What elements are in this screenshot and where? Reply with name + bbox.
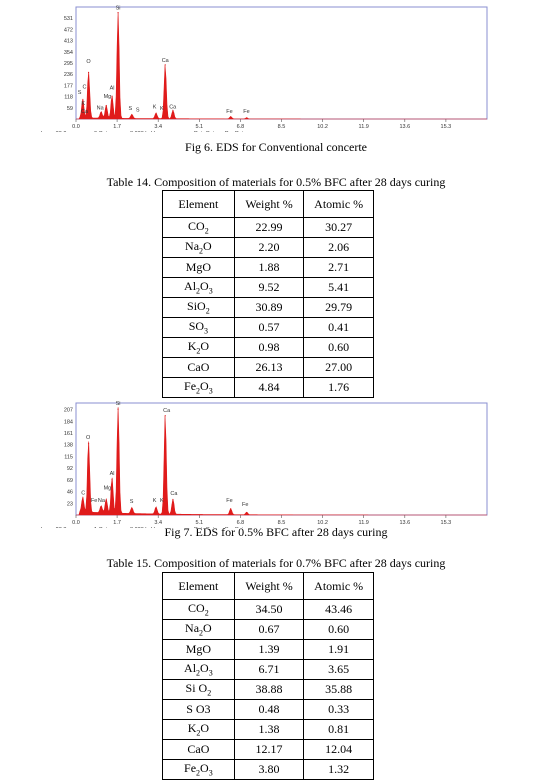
atomic-percent-cell: 0.60 (304, 620, 374, 640)
spectrum-footer-text (41, 131, 66, 132)
element-formula-cell: $Al_2O_3$ (163, 660, 235, 680)
x-tick-label: 0.0 (72, 124, 80, 130)
y-tick-label: 177 (63, 83, 73, 90)
x-tick-label: 13.6 (399, 520, 411, 526)
weight-percent-cell: 0.98 (234, 338, 304, 358)
table-header-row (163, 191, 374, 218)
table-row (163, 258, 374, 278)
x-tick-label: 5.1 (195, 124, 204, 130)
element-label: Ca (169, 104, 177, 111)
atomic-percent-cell: 30.27 (304, 218, 374, 238)
peak-point (101, 112, 102, 113)
table-row (163, 640, 374, 660)
weight-percent-cell: 6.71 (234, 660, 304, 680)
peak-point (165, 64, 166, 65)
peak-point (155, 113, 156, 114)
weight-percent-cell: 30.89 (234, 298, 304, 318)
table-row (163, 338, 374, 358)
element-label: K (152, 497, 157, 504)
atomic-percent-cell: 12.04 (304, 740, 374, 760)
weight-percent-cell: 38.88 (234, 680, 304, 700)
element-formula-cell: $CO_2$ (163, 218, 235, 238)
element-label: Si (115, 401, 121, 408)
x-tick-label: 8.5 (277, 520, 286, 526)
atomic-percent-cell: 0.81 (304, 720, 374, 740)
table-row (163, 680, 374, 700)
y-tick-label: 184 (63, 419, 73, 426)
element-label: Fe (90, 497, 98, 504)
x-tick-label: 8.5 (277, 124, 286, 130)
element-formula-cell: S O3 (163, 700, 235, 720)
atomic-percent-cell: 43.46 (304, 600, 374, 620)
peak-point (117, 12, 118, 13)
weight-percent-cell: 0.57 (234, 318, 304, 338)
element-formula-cell: $Na_2O$ (163, 238, 235, 258)
element-label: O (86, 58, 91, 65)
weight-percent-cell: 3.80 (234, 760, 304, 780)
element-formula-cell: CaO (163, 740, 235, 760)
weight-percent-cell: 1.88 (234, 258, 304, 278)
atomic-percent-cell: 27.00 (304, 358, 374, 378)
element-formula-cell: MgO (163, 640, 235, 660)
element-formula-cell: $Fe_2O_3$ (163, 760, 235, 780)
x-tick-label: 11.9 (358, 124, 369, 130)
spectrum-series (76, 407, 487, 515)
x-tick-label: 15.3 (440, 520, 452, 526)
x-tick-label: 3.4 (154, 520, 163, 526)
weight-percent-cell: 12.17 (234, 740, 304, 760)
element-label: Na (97, 497, 105, 504)
y-tick-label: 207 (63, 407, 73, 414)
element-label: Mg (103, 485, 112, 492)
weight-percent-cell: 0.48 (234, 700, 304, 720)
table-row (163, 318, 374, 338)
column-header: Atomic % (304, 191, 374, 218)
y-tick-label: 46 (66, 489, 73, 496)
peak-point (165, 415, 166, 416)
x-tick-label: 11.9 (358, 520, 369, 526)
peak-point (111, 479, 112, 480)
spectrum-footer-text (194, 131, 244, 132)
element-formula-cell: CaO (163, 358, 235, 378)
table-row (163, 660, 374, 680)
element-label: S (129, 498, 134, 505)
peak-point (117, 409, 118, 410)
element-label: Mg (103, 94, 112, 101)
element-label: Ca (163, 408, 171, 415)
figure-caption: Fig 7. EDS for 0.5% BFC after 28 days curing (164, 525, 388, 539)
weight-percent-cell: 0.67 (234, 620, 304, 640)
x-tick-label: 13.6 (399, 124, 411, 130)
peak-point (155, 507, 156, 508)
figure-caption: Fig 6. EDS for Conventional concerte (185, 140, 367, 154)
element-formula-cell: $SO_3$ (163, 318, 235, 338)
element-label: Ca (161, 57, 169, 64)
atomic-percent-cell: 35.88 (304, 680, 374, 700)
y-tick-label: 472 (63, 27, 73, 34)
atomic-percent-cell: 5.41 (304, 278, 374, 298)
weight-percent-cell: 1.39 (234, 640, 304, 660)
x-tick-label: 15.3 (440, 124, 452, 130)
y-tick-label: 23 (66, 501, 73, 508)
column-header: Atomic % (304, 573, 374, 600)
y-tick-label: 354 (63, 49, 73, 56)
table-row (163, 378, 374, 398)
element-label: Ca (80, 109, 88, 116)
weight-percent-cell: 9.52 (234, 278, 304, 298)
element-label: K (152, 104, 157, 111)
spectrum-footer-text (130, 131, 155, 132)
element-label: S (128, 105, 133, 112)
column-header: Weight % (234, 191, 304, 218)
x-tick-label: 6.8 (236, 124, 245, 130)
weight-percent-cell: 2.20 (234, 238, 304, 258)
table-row (163, 358, 374, 378)
y-tick-label: 531 (63, 16, 73, 23)
peak-point (106, 500, 107, 501)
element-label: K (159, 105, 164, 112)
peak-point (131, 114, 132, 115)
peak-point (172, 499, 173, 500)
element-label: Al (109, 470, 115, 477)
table-caption: Table 14. Composition of materials for 0.5% BFC after 28 days curing (106, 175, 446, 189)
atomic-percent-cell: 0.60 (304, 338, 374, 358)
weight-percent-cell: 26.13 (234, 358, 304, 378)
weight-percent-cell: 22.99 (234, 218, 304, 238)
peak-point (88, 72, 89, 73)
table-row (163, 298, 374, 318)
eds-spectrum-fig7 (38, 400, 496, 528)
atomic-percent-cell: 29.79 (304, 298, 374, 318)
table-row (163, 600, 374, 620)
weight-percent-cell: 4.84 (234, 378, 304, 398)
element-formula-cell: $Al_2O_3$ (163, 278, 235, 298)
element-label: Fe (226, 109, 233, 116)
element-label: K (159, 497, 164, 504)
element-label: Fe (226, 497, 233, 504)
y-tick-label: 115 (64, 454, 73, 461)
atomic-percent-cell: 1.91 (304, 640, 374, 660)
weight-percent-cell: 1.38 (234, 720, 304, 740)
element-formula-cell: Si $O_2$ (163, 680, 235, 700)
element-formula-cell: $K_2O$ (163, 720, 235, 740)
element-label: Ca (170, 491, 178, 498)
y-tick-label: 295 (63, 61, 73, 67)
atomic-percent-cell: 2.06 (304, 238, 374, 258)
eds-spectrum-fig6 (38, 4, 496, 132)
plot-frame (76, 7, 487, 119)
table-row (163, 740, 374, 760)
atomic-percent-cell: 3.65 (304, 660, 374, 680)
x-tick-label: 0.0 (72, 520, 80, 526)
plot-frame (76, 403, 487, 515)
y-tick-label: 69 (66, 477, 73, 484)
column-header: Weight % (234, 573, 304, 600)
element-formula-cell: SiO$_2$ (163, 298, 235, 318)
element-formula-cell: MgO (163, 258, 235, 278)
peak-point (82, 499, 83, 500)
element-label: Fe (243, 109, 250, 116)
table-row (163, 218, 374, 238)
x-tick-label: 1.7 (113, 124, 121, 130)
table-row (163, 238, 374, 258)
y-tick-label: 236 (63, 72, 73, 79)
table-header-row (163, 573, 374, 600)
element-label: C (81, 490, 86, 497)
peak-point (246, 512, 247, 513)
atomic-percent-cell: 0.33 (304, 700, 374, 720)
element-label: S (77, 90, 82, 97)
table-caption: Table 15. Composition of materials for 0.7% BFC after 28 days curing (106, 556, 446, 570)
element-formula-cell: $K_2O$ (163, 338, 235, 358)
y-tick-label: 138 (63, 442, 73, 449)
y-tick-label: 59 (66, 105, 73, 112)
column-header: Element (163, 573, 235, 600)
composition-table-14 (162, 190, 374, 398)
element-label: Si (115, 5, 121, 12)
column-header: Element (163, 191, 235, 218)
y-tick-label: 118 (64, 94, 73, 101)
peak-point (111, 96, 112, 97)
weight-percent-cell: 34.50 (234, 600, 304, 620)
element-label: K (81, 101, 86, 108)
y-tick-label: 161 (63, 431, 73, 438)
atomic-percent-cell: 0.41 (304, 318, 374, 338)
element-label: Na (96, 105, 104, 112)
element-label: S (135, 107, 140, 114)
table-row (163, 700, 374, 720)
element-label: Al (109, 85, 115, 92)
x-tick-label: 5.1 (195, 520, 204, 526)
table-row (163, 278, 374, 298)
x-tick-label: 3.4 (154, 124, 163, 130)
peak-point (246, 117, 247, 118)
x-tick-label: 10.2 (317, 124, 328, 130)
y-tick-label: 92 (66, 466, 73, 473)
peak-point (106, 105, 107, 106)
element-formula-cell: $Na_2O$ (163, 620, 235, 640)
element-label: C (82, 84, 87, 91)
atomic-percent-cell: 1.76 (304, 378, 374, 398)
x-tick-label: 10.2 (317, 520, 328, 526)
x-tick-label: 6.8 (236, 520, 245, 526)
peak-point (101, 507, 102, 508)
element-label: O (85, 435, 91, 442)
peak-point (230, 508, 231, 509)
atomic-percent-cell: 1.32 (304, 760, 374, 780)
atomic-percent-cell: 2.71 (304, 258, 374, 278)
table-row (163, 720, 374, 740)
element-formula-cell: $CO_2$ (163, 600, 235, 620)
table-row (163, 620, 374, 640)
element-formula-cell: $Fe_2O_3$ (163, 378, 235, 398)
peak-point (88, 443, 89, 444)
peak-point (131, 508, 132, 509)
element-label: Fe (242, 501, 249, 508)
table-row (163, 760, 374, 780)
spectrum-footer-text (94, 131, 110, 132)
spectrum-series (76, 12, 487, 119)
composition-table-15 (162, 572, 374, 780)
x-tick-label: 1.7 (113, 520, 121, 526)
peak-point (230, 116, 231, 117)
y-tick-label: 413 (63, 38, 73, 45)
